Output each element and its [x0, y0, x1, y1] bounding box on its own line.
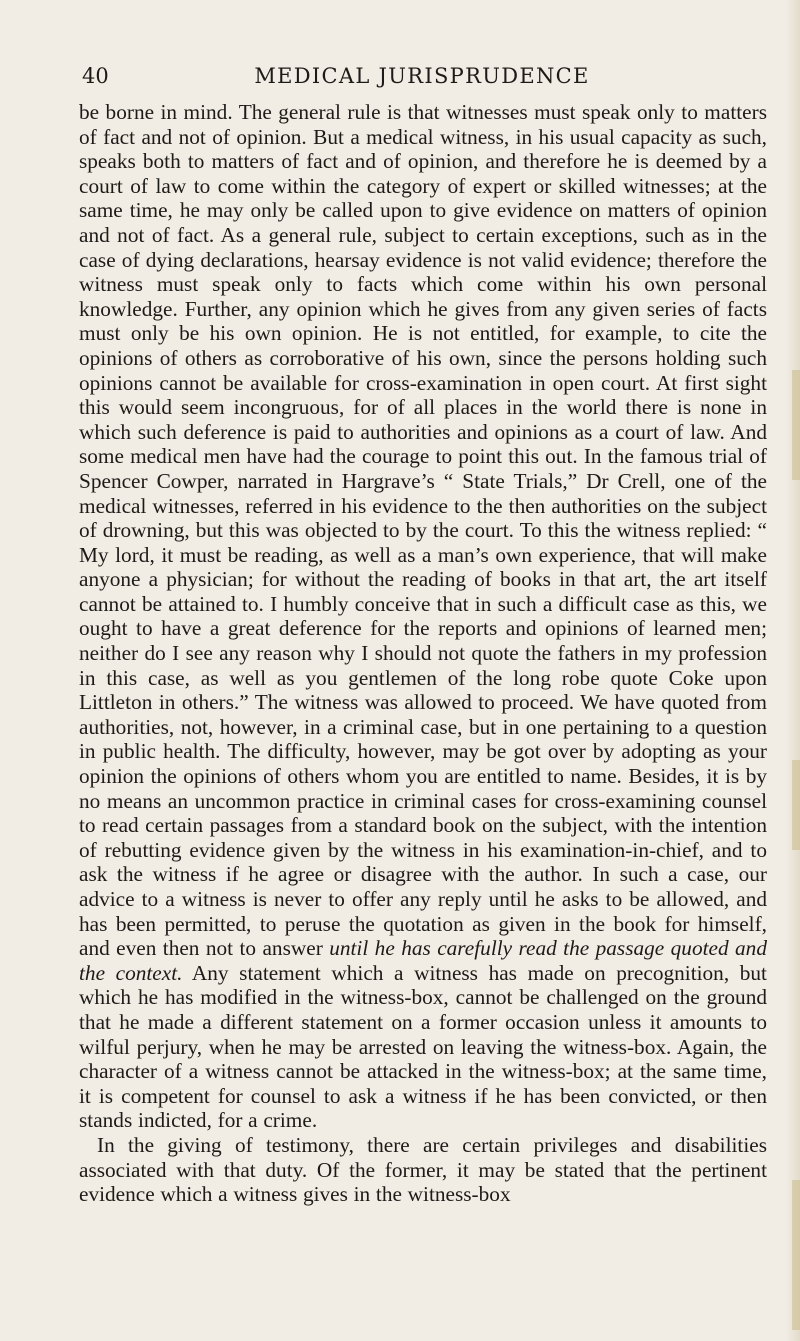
paragraph-1-emphasis: until he has carefully read the passage quoted and the context. — [79, 936, 767, 985]
paragraph-2: In the giving of testimony, there are certain privileges and disabilities associated with that duty. Of the former, it may be stated that the pertinent evidence which a witness gives in the witness-box — [79, 1132, 767, 1207]
body-text — [79, 100, 767, 1207]
page-edge-mark — [792, 370, 800, 480]
paragraph-1-part-1: be borne in mind. The general rule is that witnesses must speak only to matters of fact and not of opinion. But a medical witness, in his usual capacity as such, speaks both to matters of fact and of opinion, and therefore he is deemed by a court of law to come within the category of expert or skilled witnesses; at the same time, he may only be called upon to give evidence on matters of opinion and not of fact. As a general rule, subject to certain exceptions, such as in the case of dying declarations, hearsay evidence is not valid evidence; therefore the witness must speak only to facts which come within his own personal knowledge. Further, any opinion which he gives from any given series of facts must only be his own opinion. He is not entitled, for example, to cite the opinions of others as corroborative of his own, since the persons holding such opinions cannot be available for cross-examination in open court. At first sight this would seem incongruous, for of all places in the world there is none in which such deference is paid to authorities and opinions as a court of law. And some medical men have had the courage to point this out. In the famous trial of Spencer Cowper, narrated in Hargrave’s “ State Trials,” Dr Crell, one of the medical witnesses, referred in his evidence to the then authorities on the subject of drowning, but this was objected to by the court. To this the witness replied: “ My lord, it must be reading, as well as a man’s own experience, that will make anyone a physician; for without the reading of books in that art, the art itself cannot be attained to. I humbly conceive that in such a difficult case as this, we ought to have a great deference for the reports and opinions of learned men; neither do I see any reason why I should not quote the fathers in my profession in this case, as well as you gentlemen of the long robe quote Coke upon Littleton in others.” The witness was allowed to proceed. We have quoted from authorities, not, however, in a criminal case, but in one pertaining to a question in public health. The difficulty, however, may be got over by adopting as your opinion the opinions of others whom you are entitled to name. Besides, it is by no means an uncommon practice in criminal cases for cross-examining counsel to read certain passages from a standard book on the subject, with the intention of rebutting evidence given by the witness in his examination-in-chief, and to ask the witness if he agree or disagree with the author. In such a case, our advice to a witness is never to offer any reply until he asks to be allowed, and has been permitted, to peruse the quotation as given in the book for himself, and even then not to answer — [79, 100, 767, 961]
page-edge-mark — [792, 760, 800, 850]
paragraph-1-part-2: Any statement which a witness has made on precognition, but which he has modified in the witness-box, cannot be challenged on the ground that he made a different statement on a former occasion unless it amounts to wilful perjury, when he may be arrested on leaving the witness-box. Again, the character of a witness cannot be attacked in the witness-box; at the same time, it is competent for counsel to ask a witness if he has been convicted, or then stands indicted, for a crime. — [79, 960, 767, 1133]
page-number: 40 — [82, 64, 109, 88]
page-edge-mark — [792, 1180, 800, 1330]
page-edge-shade — [786, 0, 800, 1341]
running-title: MEDICAL JURISPRUDENCE — [254, 64, 590, 88]
running-header — [70, 62, 774, 90]
